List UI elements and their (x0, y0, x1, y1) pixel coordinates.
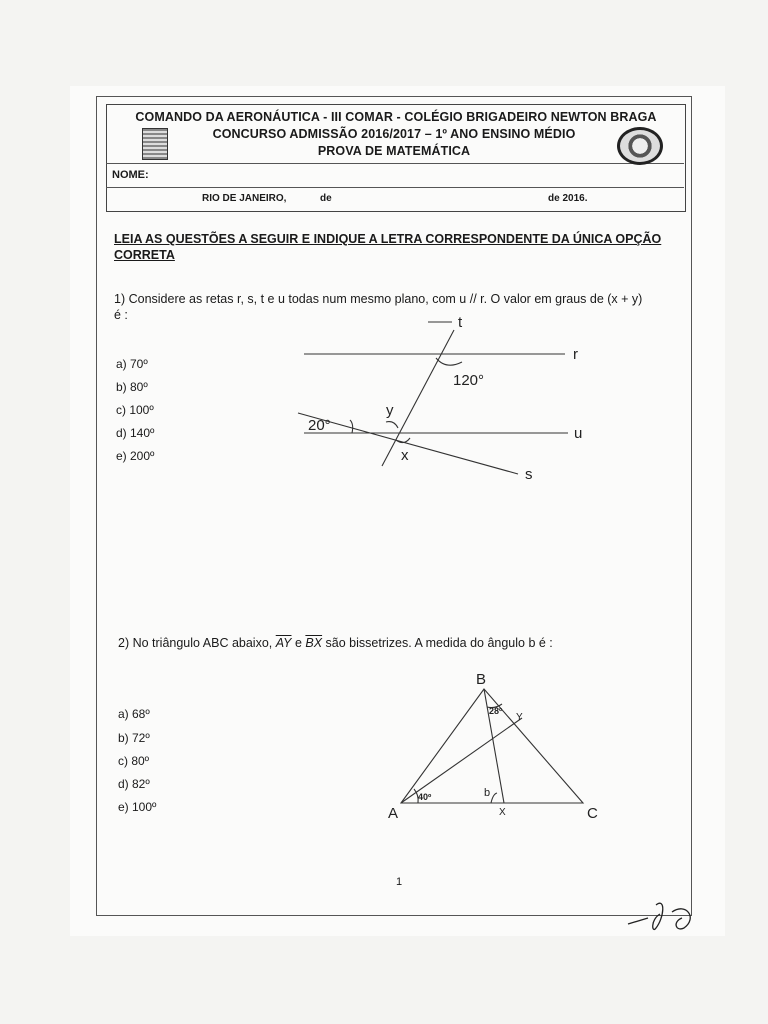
label-X: X (499, 807, 506, 818)
label-s: s (525, 466, 533, 483)
q2-text-prefix: 2) No triângulo ABC abaixo, (118, 636, 276, 650)
q2-option-a: a) 68º (118, 707, 150, 721)
q1-option-b: b) 80º (116, 380, 148, 394)
figure-1-lines (298, 322, 568, 474)
label-u: u (574, 425, 583, 442)
label-y: y (386, 402, 394, 419)
line-s (298, 413, 518, 474)
q2-text-suffix: são bissetrizes. A medida do ângulo b é : (322, 636, 553, 650)
header-line-2: CONCURSO ADMISSÃO 2016/2017 – 1º ANO ENSINO MÉDIO (212, 127, 576, 141)
header-line-3: PROVA DE MATEMÁTICA (317, 144, 471, 158)
q2-option-c: c) 80º (118, 754, 150, 768)
question-1-text-cont: é : (114, 308, 128, 322)
label-28: 28º (489, 706, 503, 716)
q2-option-d: d) 82º (118, 777, 150, 791)
arc-20 (350, 420, 353, 433)
name-label: NOME: (112, 169, 149, 181)
instructions-line-1: LEIA AS QUESTÕES A SEGUIR E INDIQUE A LETRA CORRESPONDENTE DA ÚNICA OPÇÃO (114, 232, 662, 246)
handwritten-signature (628, 903, 690, 929)
label-A: A (388, 805, 399, 822)
arc-120 (436, 358, 462, 365)
arc-y (386, 422, 398, 428)
q2-option-e: e) 100º (118, 800, 157, 814)
label-B: B (476, 671, 487, 688)
q1-option-d: d) 140º (116, 426, 155, 440)
label-40: 40º (418, 792, 432, 802)
q2-segment-ay: $\overline{AY}$ (275, 636, 292, 650)
q1-option-a: a) 70º (116, 357, 148, 371)
label-Y: Y (516, 712, 523, 723)
label-x: x (401, 447, 409, 464)
year-label: de 2016. (548, 193, 588, 204)
label-120: 120° (453, 372, 485, 389)
instructions-line-2: CORRETA (114, 248, 175, 262)
q1-option-c: c) 100º (116, 403, 154, 417)
label-r: r (573, 346, 578, 363)
bisector-ay (401, 718, 522, 803)
label-t: t (458, 314, 463, 331)
q2-option-b: b) 72º (118, 731, 150, 745)
arc-b (491, 793, 497, 803)
page-number: 1 (396, 876, 403, 888)
de-label: de (320, 193, 332, 204)
line-t (382, 330, 454, 466)
label-C: C (587, 805, 598, 822)
q1-option-e: e) 200º (116, 449, 155, 463)
question-1-text: 1) Considere as retas r, s, t e u todas num mesmo plano, com u // r. O valor em graus de (x + y) (114, 292, 643, 306)
label-20: 20° (308, 417, 331, 434)
q2-segment-bx: $\overline{BX}$ (305, 636, 323, 650)
q2-text-mid: e (291, 636, 306, 650)
header-line-1: COMANDO DA AERONÁUTICA - III COMAR - COLÉGIO BRIGADEIRO NEWTON BRAGA (135, 110, 657, 124)
city-label: RIO DE JANEIRO, (202, 193, 287, 204)
label-b: b (484, 787, 491, 799)
